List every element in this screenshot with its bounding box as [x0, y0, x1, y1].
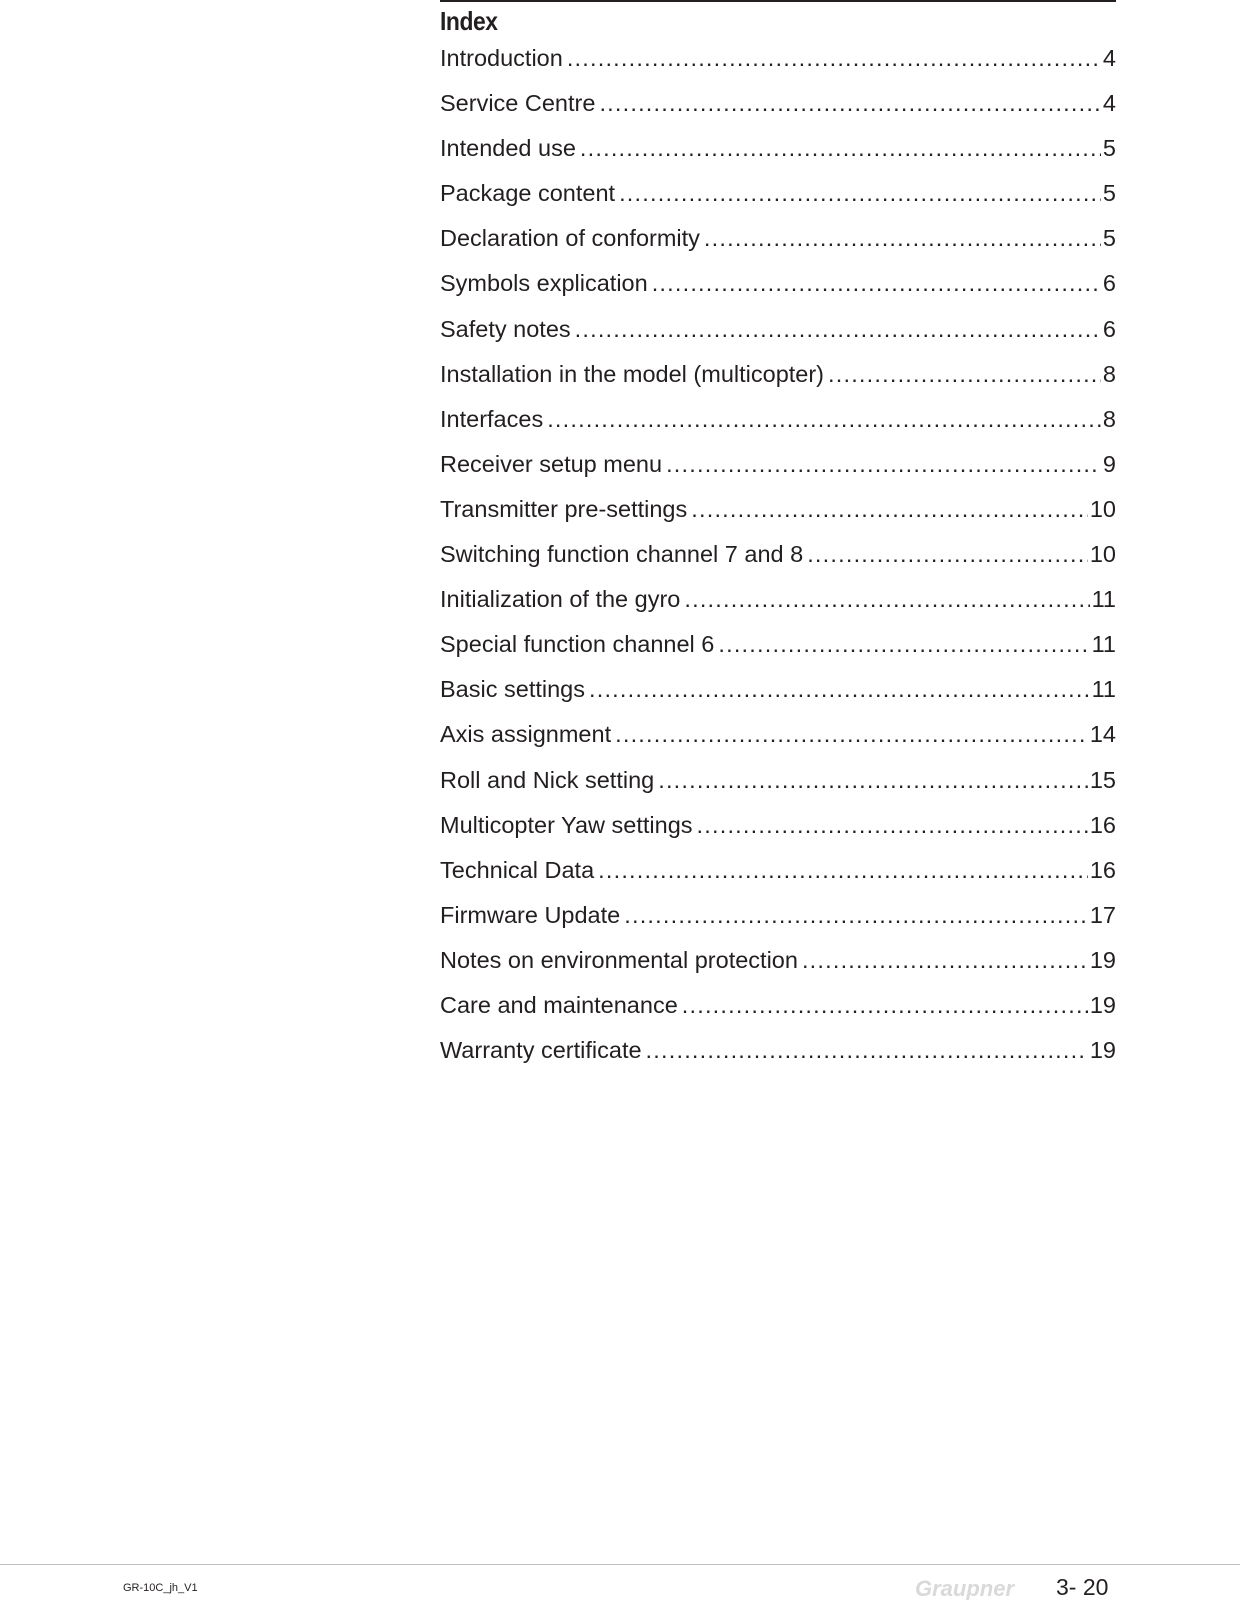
toc-entry[interactable]: [440, 43, 1116, 88]
toc-entry-label: Technical Data: [440, 856, 595, 883]
toc-entry-page: 11: [1091, 586, 1116, 613]
toc-entry[interactable]: [440, 810, 1116, 855]
toc-dot-leader: [652, 268, 1101, 298]
toc-dot-leader: [624, 900, 1088, 930]
toc-entry[interactable]: [440, 765, 1116, 810]
toc-entry-page: 5: [1102, 180, 1116, 207]
toc-dot-leader: [718, 629, 1089, 659]
toc-entry[interactable]: [440, 133, 1116, 178]
toc-dot-leader: [580, 133, 1101, 163]
toc-entry-label: Special function channel 6: [440, 631, 715, 658]
toc-dot-leader: [599, 88, 1100, 118]
toc-entry-page: 4: [1102, 90, 1116, 117]
toc-entry-page: 4: [1102, 45, 1116, 71]
toc-entry-label: Interfaces: [440, 405, 544, 432]
toc-dot-leader: [598, 855, 1088, 885]
toc-entry-label: Receiver setup menu: [440, 450, 663, 477]
toc-dot-leader: [589, 674, 1090, 704]
toc-dot-leader: [704, 223, 1101, 253]
toc-entry-page: 6: [1102, 315, 1116, 342]
toc-dot-leader: [658, 765, 1088, 795]
toc-entry-label: Switching function channel 7 and 8: [440, 541, 804, 568]
toc-entry-label: Transmitter pre-settings: [440, 495, 688, 522]
graupner-logo-text: Graupner: [915, 1576, 1015, 1600]
top-rule: [440, 0, 1116, 2]
toc-entry-page: 19: [1089, 1037, 1116, 1064]
toc-entry[interactable]: [440, 494, 1116, 539]
toc-dot-leader: [682, 990, 1088, 1020]
toc-entry-page: 6: [1102, 270, 1116, 297]
toc-entry[interactable]: [440, 855, 1116, 900]
toc-entry-page: 5: [1102, 135, 1116, 162]
toc-entry[interactable]: [440, 178, 1116, 223]
toc-entry[interactable]: [440, 359, 1116, 404]
toc-entry-label: Safety notes: [440, 315, 571, 342]
toc-dot-leader: [807, 539, 1088, 569]
toc-entry-page: 15: [1089, 766, 1116, 793]
toc-entry-label: Axis assignment: [440, 721, 612, 748]
toc-dot-leader: [697, 810, 1088, 840]
toc-entry-page: 11: [1091, 631, 1116, 658]
toc-entry[interactable]: [440, 268, 1116, 313]
toc-entry[interactable]: [440, 1035, 1116, 1080]
toc-entry-page: 17: [1089, 901, 1116, 928]
toc-entry-label: Firmware Update: [440, 901, 621, 928]
toc-entry-label: Declaration of conformity: [440, 225, 700, 252]
toc-dot-leader: [691, 494, 1088, 524]
toc-dot-leader: [575, 314, 1101, 344]
toc-entry-label: Intended use: [440, 135, 576, 162]
toc-entry-label: Installation in the model (multicopter): [440, 360, 825, 387]
toc-entry[interactable]: [440, 539, 1116, 584]
toc-entry-label: Initialization of the gyro: [440, 586, 681, 613]
toc-entry[interactable]: [440, 629, 1116, 674]
toc-entry-page: 11: [1091, 676, 1116, 703]
toc-entry-page: 16: [1089, 856, 1116, 883]
toc-dot-leader: [619, 178, 1101, 208]
toc-dot-leader: [567, 43, 1101, 73]
toc-entry-page: 9: [1102, 450, 1116, 477]
toc-entry[interactable]: [440, 990, 1116, 1035]
toc-entry-page: 16: [1089, 811, 1116, 838]
toc-entry[interactable]: [440, 88, 1116, 133]
toc-entry[interactable]: [440, 674, 1116, 719]
toc-entry[interactable]: [440, 449, 1116, 494]
toc-dot-leader: [646, 1035, 1088, 1065]
toc-entry-label: Service Centre: [440, 90, 596, 117]
page-number: 3- 20: [1056, 1574, 1109, 1600]
toc-entry-page: 10: [1089, 495, 1116, 522]
toc-entry-label: Care and maintenance: [440, 991, 678, 1018]
toc-entry-page: 5: [1102, 225, 1116, 252]
toc-list: [440, 43, 1116, 1080]
toc-dot-leader: [828, 359, 1101, 389]
toc-entry[interactable]: [440, 945, 1116, 990]
toc-entry[interactable]: [440, 404, 1116, 449]
toc-entry-label: Multicopter Yaw settings: [440, 811, 693, 838]
toc-entry-page: 19: [1089, 991, 1116, 1018]
toc-dot-leader: [615, 719, 1088, 749]
toc-entry[interactable]: [440, 719, 1116, 764]
toc-entry-page: 14: [1089, 721, 1116, 748]
toc-entry-page: 8: [1102, 360, 1116, 387]
toc-entry[interactable]: [440, 900, 1116, 945]
toc-dot-leader: [547, 404, 1101, 434]
index-title: Index: [440, 6, 498, 36]
graupner-logo: [913, 1576, 1023, 1600]
toc-entry[interactable]: [440, 223, 1116, 268]
footer-rule: [0, 1564, 1240, 1565]
document-code: GR-10C_jh_V1: [123, 1582, 198, 1594]
toc-entry-label: Warranty certificate: [440, 1037, 642, 1064]
toc-entry-label: Roll and Nick setting: [440, 766, 655, 793]
toc-entry-page: 8: [1102, 405, 1116, 432]
toc-entry[interactable]: [440, 314, 1116, 359]
toc-entry-label: Notes on environmental protection: [440, 946, 798, 973]
toc-entry-label: Symbols explication: [440, 270, 648, 297]
toc-entry[interactable]: [440, 584, 1116, 629]
toc-entry-label: Basic settings: [440, 676, 585, 703]
toc-entry-page: 10: [1089, 541, 1116, 568]
toc-entry-label: Introduction: [440, 45, 563, 71]
toc-entry-page: 19: [1089, 946, 1116, 973]
toc-entry-label: Package content: [440, 180, 616, 207]
toc-dot-leader: [802, 945, 1088, 975]
toc-dot-leader: [666, 449, 1101, 479]
toc-dot-leader: [684, 584, 1089, 614]
